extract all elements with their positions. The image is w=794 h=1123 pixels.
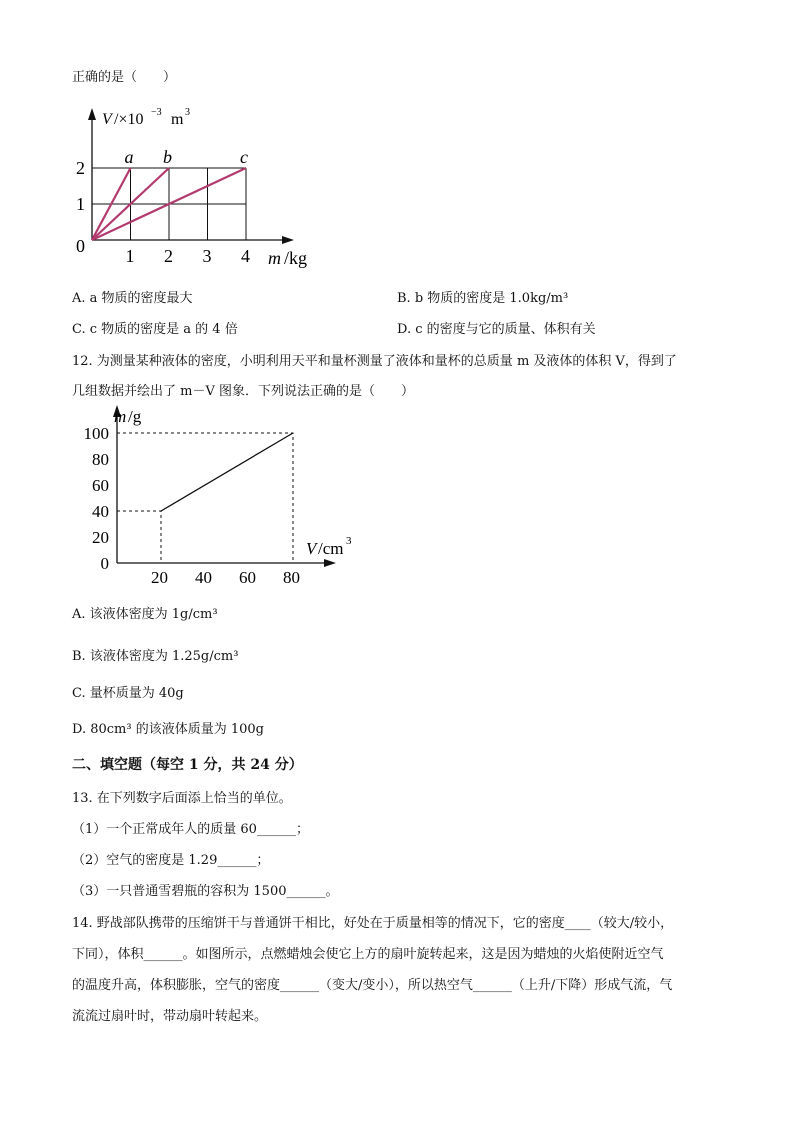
- chart1-xlabel-unit: /kg: [284, 248, 308, 268]
- chart2-xlabel-unit: /cm: [318, 539, 344, 558]
- chart1-line-label-c: c: [240, 147, 248, 167]
- chart2-xlabel-exp: 3: [346, 535, 352, 547]
- chart2-y-tick: 20: [92, 528, 109, 547]
- chart2-guide-line: [117, 433, 293, 563]
- chart2-data-line: [161, 433, 293, 511]
- chart2-guides: [117, 433, 293, 563]
- chart1-axes: [88, 108, 294, 244]
- chart2-y-tick: 100: [83, 424, 109, 443]
- chart2-x-arrow: [324, 559, 336, 567]
- chart1-y-tick: 2: [76, 158, 85, 178]
- chart1-ylabel-m-exp: 3: [185, 107, 190, 118]
- density-chart-2: [60, 402, 370, 594]
- q12-option-c[interactable]: C. 量杯质量为 40g: [72, 686, 184, 701]
- chart1-ylabel-m: m: [171, 111, 184, 128]
- chart1-line-label-a: a: [124, 147, 134, 167]
- density-chart-1: [60, 100, 330, 272]
- chart2-x-tick: 60: [239, 568, 256, 587]
- chart2-ylabel-unit: /g: [128, 407, 142, 426]
- chart1-line-labels: [125, 147, 249, 167]
- chart2-ylabel-var: m: [114, 407, 127, 426]
- chart1-line-label-b: b: [163, 147, 172, 167]
- q11-option-a[interactable]: A. a 物质的密度最大: [72, 291, 193, 306]
- chart1-ylabel-unit: /×10: [114, 111, 144, 128]
- q11-option-d[interactable]: D. c 的密度与它的质量、体积有关: [397, 322, 596, 337]
- q11-option-c[interactable]: C. c 物质的密度是 a 的 4 倍: [72, 322, 238, 337]
- q12-stem-line2: 几组数据并绘出了 m－V 图象．下列说法正确的是（ ）: [72, 384, 414, 399]
- chart2-xlabel-var: V: [306, 539, 317, 558]
- q11-stem-tail: 正确的是（ ）: [72, 70, 177, 85]
- q14-line-3: 的温度升高，体积膨胀，空气的密度______（变大/变小），所以热空气______（上升/下降）形成气流，气: [72, 978, 673, 993]
- q12-option-d[interactable]: D. 80cm³ 的该液体质量为 100g: [72, 722, 264, 737]
- chart2-guide-line: [117, 511, 161, 563]
- q14-line-4: 流流过扇叶时，带动扇叶转起来。: [72, 1009, 268, 1024]
- chart2-origin-label: 0: [100, 554, 109, 573]
- section-title: 二、填空题（每空 1 分，共 24 分）: [72, 757, 303, 773]
- chart1-ylabel-exp: −3: [151, 107, 162, 118]
- chart1-xlabel-var: m: [268, 248, 281, 268]
- chart2-axes: [113, 405, 336, 567]
- chart2-x-tick: 80: [283, 568, 300, 587]
- chart1-y-tick: 1: [76, 194, 85, 214]
- q14-line-2: 下同），体积______。如图所示，点燃蜡烛会使它上方的扇叶旋转起来，这是因为蜡烛的火焰使附近空气: [72, 947, 664, 962]
- chart1-x-arrow: [282, 236, 294, 244]
- chart1-ylabel-var: V: [102, 111, 112, 128]
- q12-option-b[interactable]: B. 该液体密度为 1.25g/cm³: [72, 649, 239, 664]
- chart2-y-tick: 80: [92, 450, 109, 469]
- chart1-x-tick: 2: [164, 246, 173, 266]
- q13-item-1[interactable]: （1）一个正常成年人的质量 60______；: [72, 822, 309, 837]
- q12-option-a[interactable]: A. 该液体密度为 1g/cm³: [72, 607, 218, 622]
- chart1-x-tick: 1: [125, 246, 135, 266]
- chart1-x-tick: 3: [202, 246, 212, 266]
- chart1-x-tick: 4: [241, 246, 250, 266]
- chart2-y-tick: 60: [92, 476, 109, 495]
- chart2-y-tick: 40: [92, 502, 109, 521]
- q13-item-3[interactable]: （3）一只普通雪碧瓶的容积为 1500______。: [72, 884, 339, 899]
- q11-option-b[interactable]: B. b 物质的密度是 1.0kg/m³: [397, 291, 569, 306]
- chart2-x-tick: 40: [195, 568, 212, 587]
- chart2-series: [161, 433, 293, 511]
- q12-stem-line1: 12. 为测量某种液体的密度，小明利用天平和量杯测量了液体和量杯的总质量 m 及液体的体积 V，得到了: [72, 354, 677, 369]
- q14-line-1: 14. 野战部队携带的压缩饼干与普通饼干相比，好处在于质量相等的情况下，它的密度____（较大/较小，: [72, 916, 674, 931]
- chart2-x-tick: 20: [151, 568, 168, 587]
- q13-item-2[interactable]: （2）空气的密度是 1.29______；: [72, 853, 270, 868]
- chart1-y-arrow: [88, 108, 96, 120]
- q13-stem: 13. 在下列数字后面添上恰当的单位。: [72, 791, 292, 806]
- chart1-origin-label: 0: [76, 236, 85, 256]
